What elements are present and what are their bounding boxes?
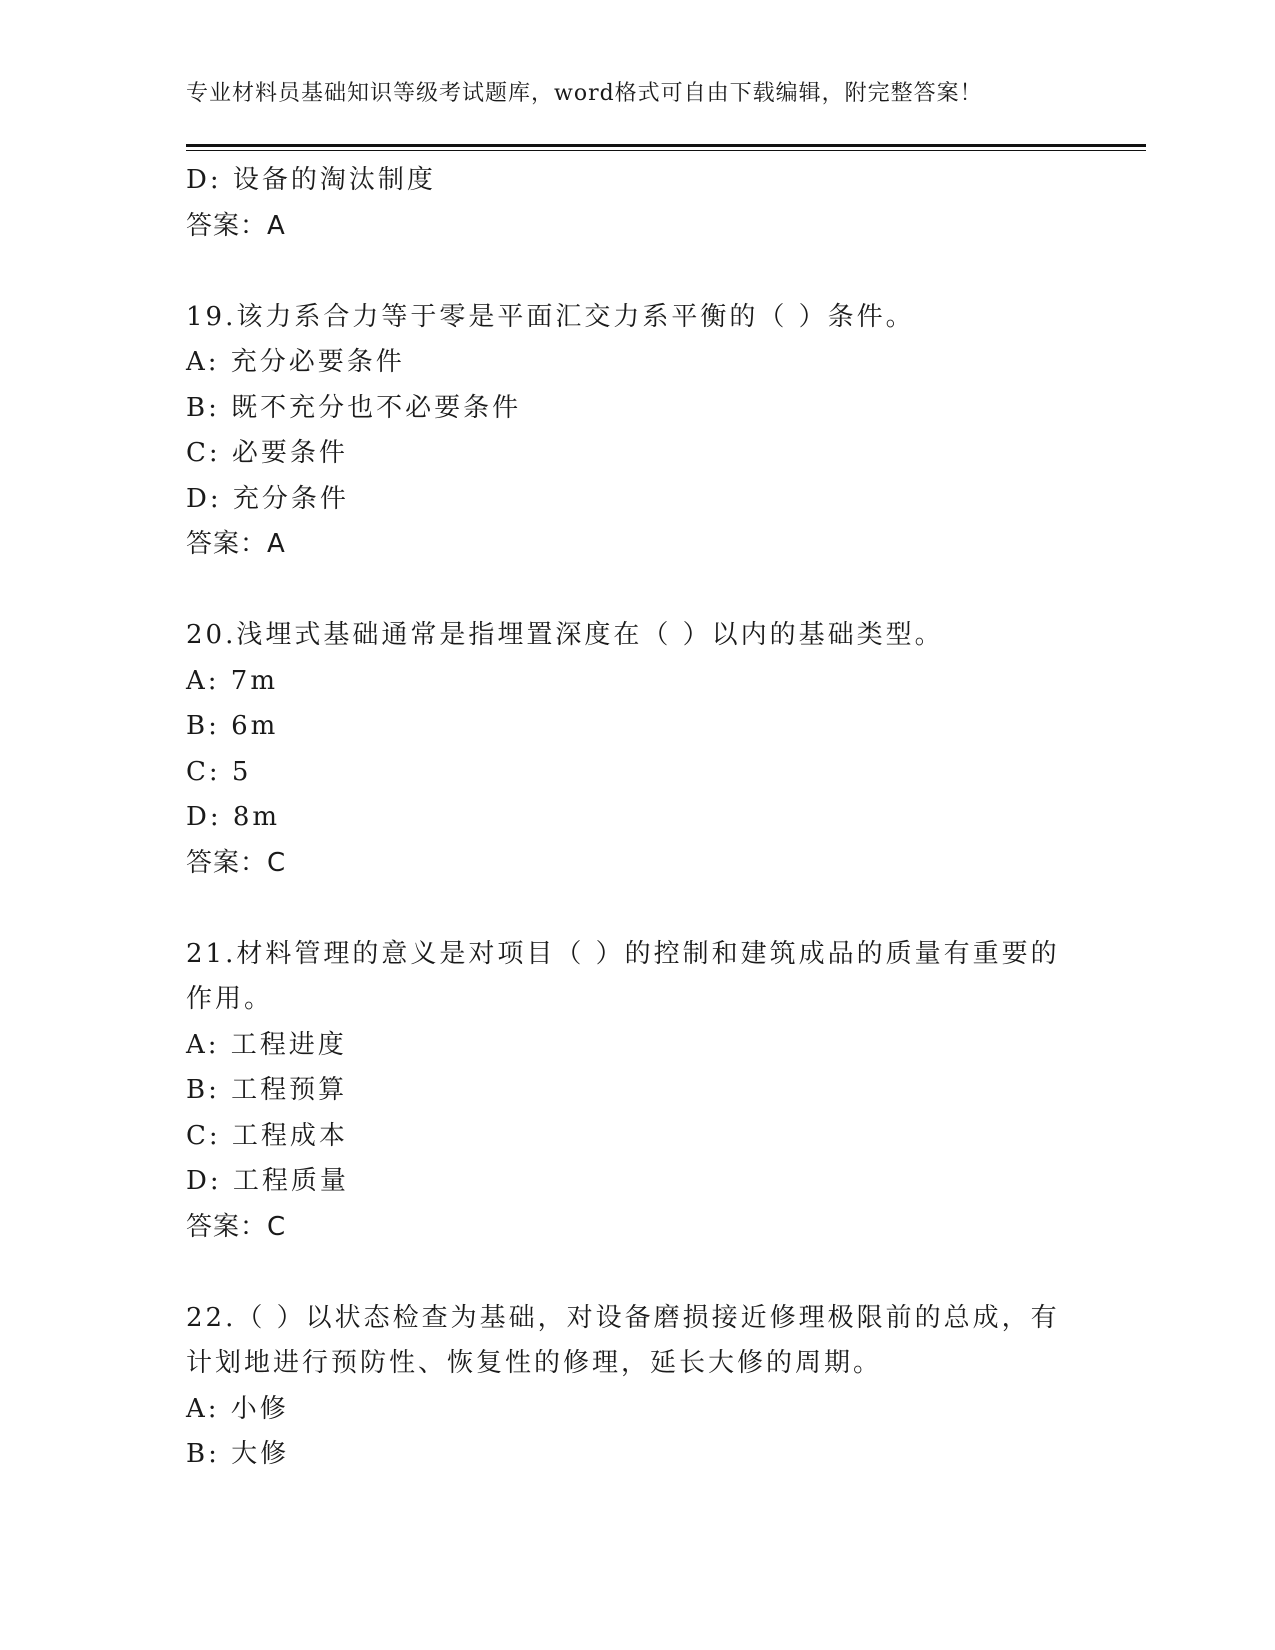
answer-option: D: 8m: [186, 802, 281, 832]
answer-option: B: 工程预算: [186, 1075, 348, 1105]
answer-option: C: 工程成本: [186, 1120, 348, 1151]
question-block-q18-tail: [186, 158, 1086, 249]
answer-option: A: 7m: [186, 665, 278, 696]
header-rule-thick: [186, 144, 1146, 147]
question-block-q19: [186, 295, 1086, 568]
question-block-q20: [186, 613, 1086, 886]
question-text: 计划地进行预防性、恢复性的修理，延长大修的周期。: [186, 1348, 883, 1378]
question-spacer: [186, 1250, 1086, 1296]
question-spacer: [186, 249, 1086, 295]
answer-option: D: 工程质量: [186, 1166, 349, 1196]
answer-option: B: 大修: [186, 1439, 290, 1469]
answer-option: D: 充分条件: [186, 483, 349, 514]
question-block-q21: [186, 932, 1086, 1251]
question-text: 20.浅埋式基础通常是指埋置深度在（ ）以内的基础类型。: [186, 620, 944, 650]
question-text: 22.（ ）以状态检查为基础，对设备磨损接近修理极限前的总成，有: [186, 1302, 1060, 1333]
question-text: 21.材料管理的意义是对项目（ ）的控制和建筑成品的质量有重要的: [186, 938, 1060, 969]
question-spacer: [186, 886, 1086, 932]
answer-key: 答案：A: [186, 210, 286, 241]
question-spacer: [186, 568, 1086, 614]
answer-option: A: 充分必要条件: [186, 347, 405, 377]
question-text: 19.该力系合力等于零是平面汇交力系平衡的（ ）条件。: [186, 301, 915, 332]
answer-option: C: 必要条件: [186, 438, 348, 468]
header-rule-thin: [186, 150, 1146, 151]
answer-option: C: 5: [186, 756, 252, 787]
question-block-q22: [186, 1296, 1086, 1478]
answer-option: B: 既不充分也不必要条件: [186, 392, 522, 423]
answer-option: D: 设备的淘汰制度: [186, 165, 436, 195]
answer-option: B: 6m: [186, 711, 279, 741]
answer-option: A: 工程进度: [186, 1029, 347, 1060]
answer-option: A: 小修: [186, 1393, 289, 1424]
answer-key: 答案：A: [186, 529, 286, 559]
question-text: 作用。: [186, 984, 274, 1014]
answer-key: 答案：C: [186, 847, 287, 878]
question-list: [186, 158, 1086, 1478]
page-header: 专业材料员基础知识等级考试题库，word格式可自由下载编辑，附完整答案！: [186, 81, 983, 106]
answer-key: 答案：C: [186, 1211, 287, 1242]
